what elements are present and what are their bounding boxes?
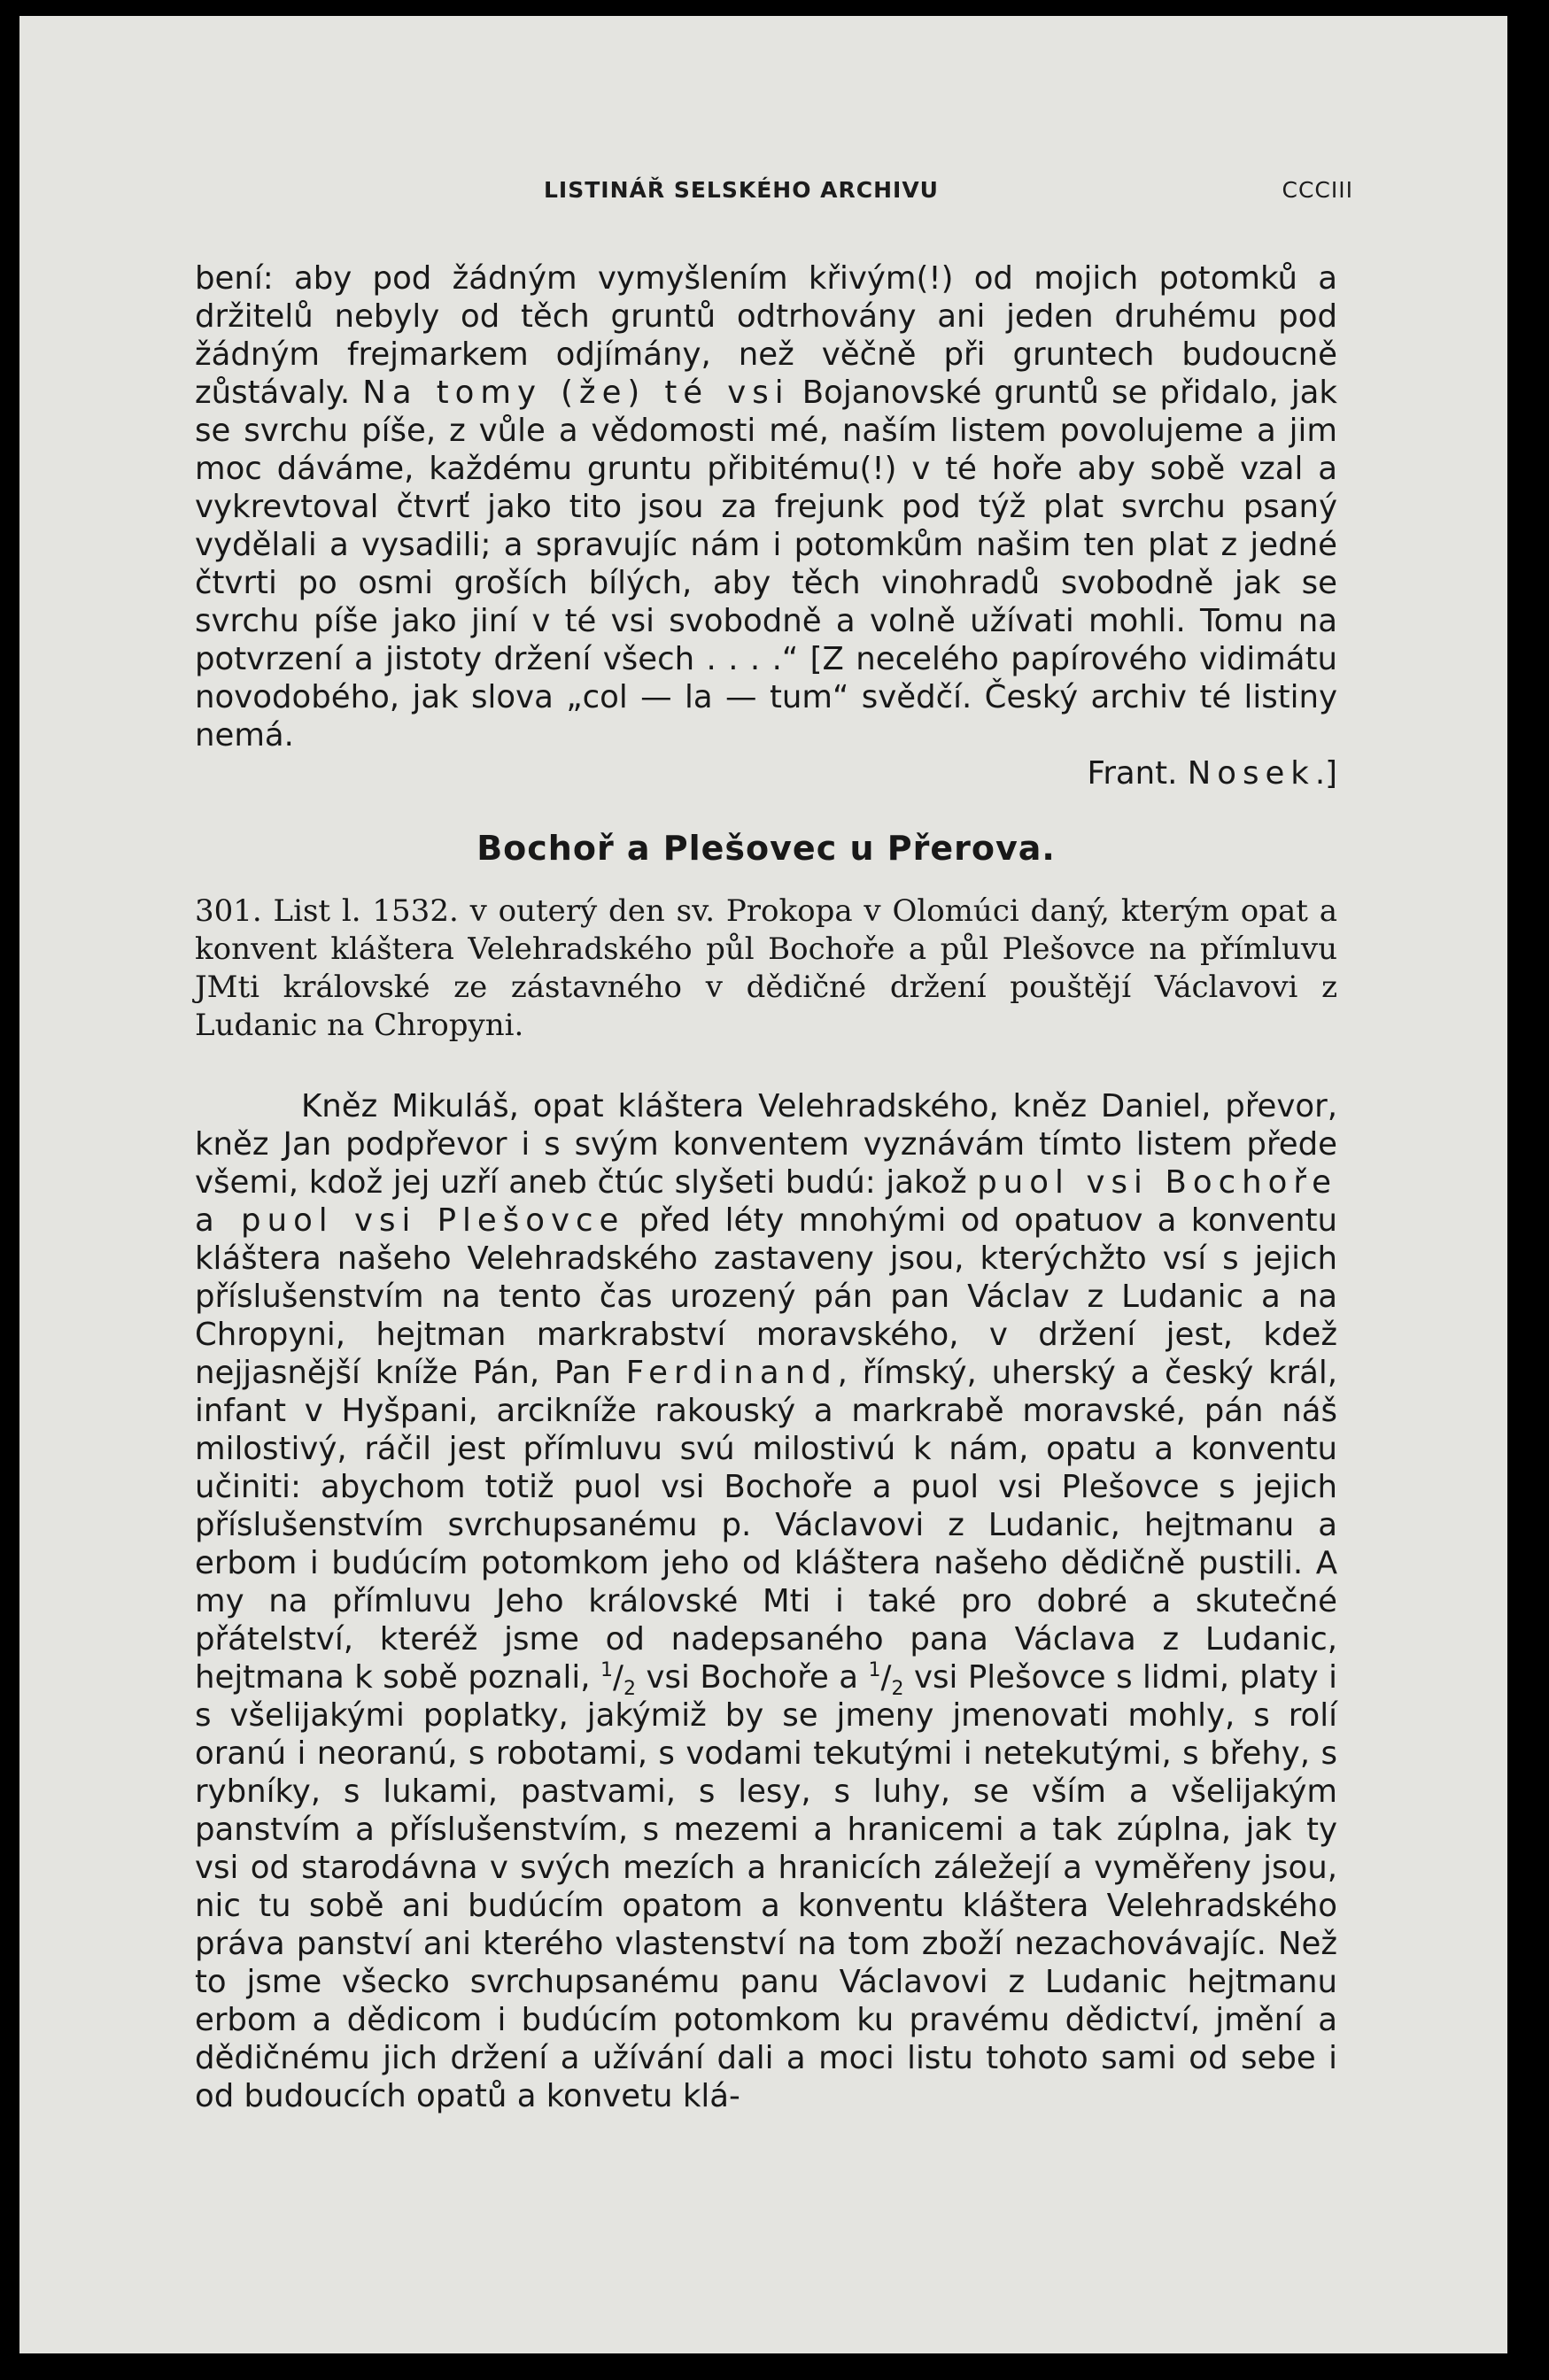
signature — [195, 754, 1337, 792]
fraction-denominator: 2 — [623, 1678, 636, 1701]
document-text: Kněz Mikuláš, opat kláštera Velehradského, kněz Daniel, převor, kněz Jan podpřevor i s svým konventem vyznávám tímto listem přede všemi, kdož jej uzří aneb čtúc slyšeti budú: jakož puol vsi Bochoře a puol vsi Plešovce před léty mnohými od opatuov a konventu kláštera našeho Velehradského zastaveny jsou, kterýchžto vsí s jejich příslušenstvím na tento čas urozený pán pan Václav z Ludanic a na Chropyni, hejtman markrabství moravského, v držení jest, kdež nejjasnější kníže Pán, Pan Ferdinand, římský, uherský a český král, infant v Hyšpani, arcikníže rakouský a markrabě moravské, pán náš milostivý, ráčil jest přímluvu svú milostivú k nám, opatu a konventu učiniti: abychom totiž puol vsi Bochoře a puol vsi Plešovce s jejich příslušenstvím svrchupsanému p. Václavovi z Ludanic, hejtmanu a erbom i budúcím potomkom jeho od kláštera našeho dědičně pustili. A my na přímluvu Jeho královské Mti i také pro dobré a skutečné přátelství, kteréž jsme od nadepsaného pana Václava z Ludanic, hejtmana k sobě poznali, $^1/_2$ vsi Bochoře a $^1/_2$ vsi Plešovce s lidmi, platy i s všelijakými poplatky, jakýmiž by se jmeny jmenovati mohly, s rolí oranú i neoranú, s robotami, s vodami tekutými i netekutými, s břehy, s rybníky, s lukami, pastvami, s lesy, s luhy, se vším a všelijakým panstvím a příslušenstvím, s mezemi a hranicemi a tak zúplna, jak ty vsi od starodávna v svých mezích a hranicích záležejí a vyměřeny jsou, nic tu sobě ani budúcím opatom a konventu kláštera Velehradského práva panství ani kterého vlastenství na tom zboží nezachovávajíc. Než to jsme všecko svrchupsanému panu Václavovi z Ludanic hejtmanu erbom a dědicom i budúcím potomkom ku pravému dědictví, jmění a dědičnému jich držení a užívání dali a moci listu tohoto sami od sebe i od budoucích opatů a konvetu klá- — [195, 1088, 1338, 2114]
spaced-text: puol vsi Bochoře a puol vsi Plešovce — [195, 1164, 1337, 1239]
signature-suffix: .] — [1314, 755, 1337, 792]
signature-surname: Nosek — [1187, 755, 1315, 792]
regest-entry: 301. List l. 1532. v outerý den sv. Prokopa v Olomúci daný, kterým opat a konvent kláštera Velehradského půl Bochoře a půl Plešovce na přímluvu JMti královské ze zástavného v dědičné držení pouštějí Václavovi z Ludanic na Chropyni. — [195, 893, 1337, 1043]
page-number: CCCIII — [1282, 177, 1353, 203]
section-title: Bochoř a Plešovec u Přerova. — [476, 829, 1056, 868]
paragraph-continuation — [195, 259, 1337, 754]
text-run: vsi Bochoře a — [635, 1659, 869, 1696]
text-run: před léty mnohými od opatuov a konventu kláštera našeho Velehradského zastaveny jsou, kterýchžto vsí s jejich příslušenstvím na tento čas urozený pán pan Václav z Ludanic a na Chropyni, hejtman markrabství moravského, v držení jest, kdež nejjasnější kníže Pán, Pan — [195, 1202, 1337, 1391]
fraction-numerator: 1 — [868, 1659, 881, 1682]
running-title: LISTINÁŘ SELSKÉHO ARCHIVU — [544, 177, 939, 203]
fraction-numerator: 1 — [600, 1659, 613, 1682]
page-body — [195, 259, 1337, 2115]
signature-first: Frant. — [1087, 755, 1188, 792]
text-run: Bojanovské gruntů se přidalo, jak se svrchu píše, z vůle a vědomosti mé, naším listem povolujeme a jim moc dáváme, každému gruntu přibitému(!) v té hoře aby sobě vzal a vykrevtoval čtvrť jako tito jsou za frejunk pod týž plat svrchu psaný vydělali a vysadili; a spravujíc nám i potomkům našim ten plat z jedné čtvrti po osmi groších bílých, aby těch vinohradů svobodně jak se svrchu píše jako jiní v té vsi svobodně a volně užívati mohli. Tomu na potvrzení a jistoty držení všech . . . .“ [Z necelého papírového vidimátu novodobého, jak slova „col — la — tum“ svědčí. Český archiv té listiny nemá. — [195, 375, 1337, 753]
page-header — [19, 165, 1507, 218]
fraction-denominator: 2 — [891, 1678, 904, 1701]
text-run: bení: aby pod žádným vymyšlením křivým(!) od mojich potomků a držitelů nebyly od těch gruntů odtrhovány ani jeden druhému pod žádným frejmarkem odjímány, než věčně při gruntech budoucně zůstávaly. — [195, 260, 1337, 411]
page — [19, 16, 1507, 2353]
spaced-text: Na tomy (že) té vsi — [362, 375, 790, 411]
text-run: Kněz Mikuláš, opat kláštera Velehradského, kněz Daniel, převor, kněz Jan podpřevor i s svým konventem vyznávám tímto listem přede všemi, kdož jej uzří aneb čtúc slyšeti budú: jakož — [195, 1088, 1337, 1201]
spaced-text: Ferdinand — [625, 1355, 838, 1391]
text-run: , římský, uherský a český král, infant v Hyšpani, arcikníže rakouský a markrabě moravské, pán náš milostivý, ráčil jest přímluvu svú milostivú k nám, opatu a konventu učiniti: abychom totiž puol vsi Bochoře a puol vsi Plešovce s jejich příslušenstvím svrchupsanému p. Václavovi z Ludanic, hejtmanu a erbom i budúcím potomkom jeho od kláštera našeho dědičně pustili. A my na přímluvu Jeho královské Mti i také pro dobré a skutečné přátelství, kteréž jsme od nadepsaného pana Václava z Ludanic, hejtmana k sobě poznali, — [195, 1355, 1338, 1696]
text-run: vsi Plešovce s lidmi, platy i s všelijakými poplatky, jakýmiž by se jmeny jmenovati mohly, s rolí oranú i neoranú, s robotami, s vodami tekutými i netekutými, s břehy, s rybníky, s lukami, pastvami, s lesy, s luhy, se vším a všelijakým panstvím a příslušenstvím, s mezemi a hranicemi a tak zúplna, jak ty vsi od starodávna v svých mezích a hranicích záležejí a vyměřeny jsou, nic tu sobě ani budúcím opatom a konventu kláštera Velehradského práva panství ani kterého vlastenství na tom zboží nezachovávajíc. Než to jsme všecko svrchupsanému panu Václavovi z Ludanic hejtmanu erbom a dědicom i budúcím potomkom ku pravému dědictví, jmění a dědičnému jich držení a užívání dali a moci listu tohoto sami od sebe i od budoucích opatů a konvetu klá- — [195, 1659, 1337, 2114]
